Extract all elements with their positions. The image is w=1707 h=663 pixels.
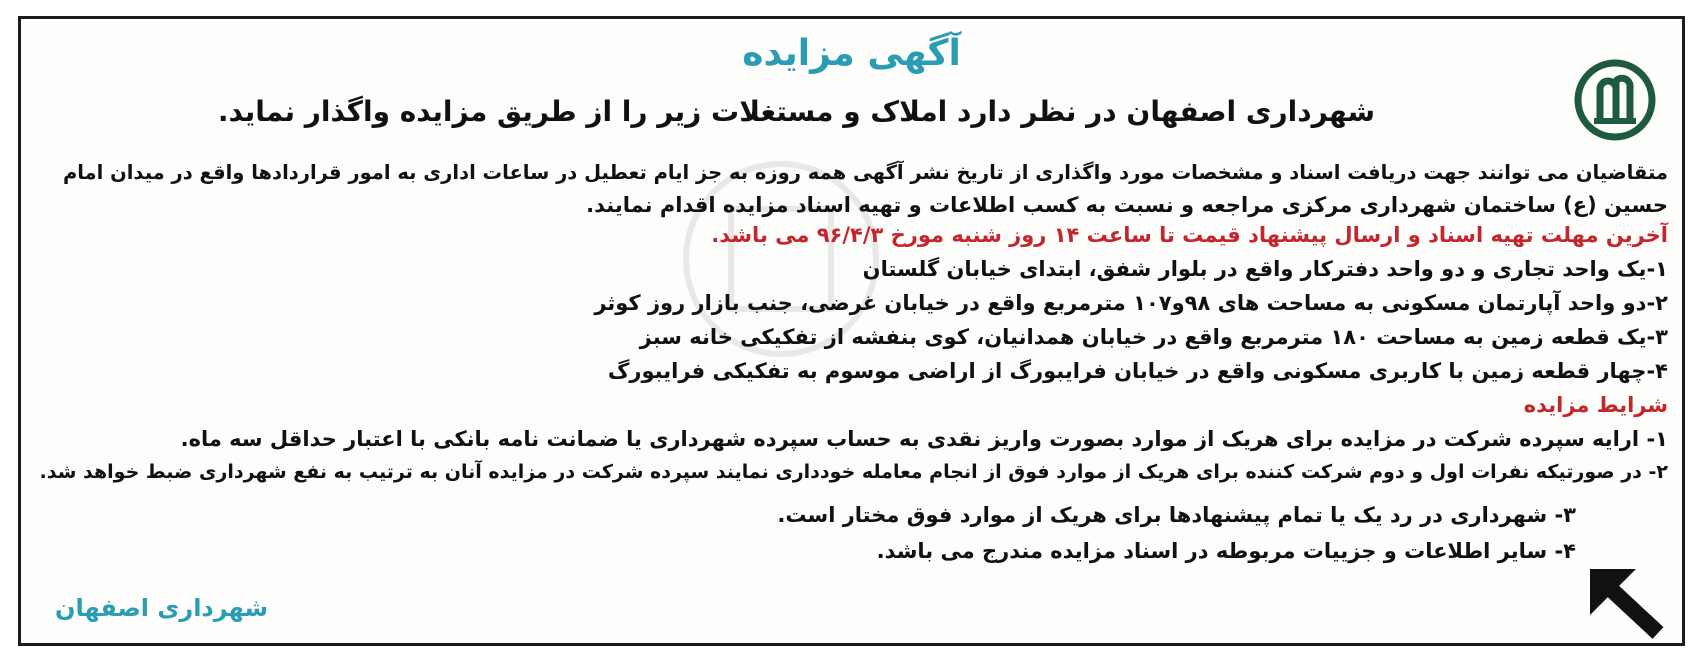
auction-notice — [18, 16, 1685, 646]
condition-item: ۱- ارایه سپرده شرکت در مزایده برای هریک از موارد بصورت واریز نقدی به حساب سپرده شهرداری یا ضمانت نامه بانکی با اعتبار حداقل سه ماه. — [180, 427, 1668, 451]
list-item: ۳-یک قطعه زمین به مساحت ۱۸۰ مترمربع واقع در خیابان همدانیان، کوی بنفشه از تفکیکی خانه سبز — [639, 325, 1668, 349]
intro-line-2: حسین (ع) ساختمان شهرداری مرکزی مراجعه و نسبت به کسب اطلاعات و تهیه اسناد مزایده اقدام نمایند. — [586, 193, 1668, 217]
list-item: ۱-یک واحد تجاری و دو واحد دفترکار واقع در بلوار شفق، ابتدای خیابان گلستان — [862, 257, 1668, 281]
condition-item: ۴- سایر اطلاعات و جزییات مربوطه در اسناد مزایده مندرج می باشد. — [876, 539, 1576, 563]
corner-arrow-icon — [1580, 559, 1668, 639]
list-item: ۴-چهار قطعه زمین با کاربری مسکونی واقع در خیابان فرایبورگ از اراضی موسوم به تفکیکی فرایبورگ — [607, 359, 1668, 383]
condition-item: ۲- در صورتیکه نفرات اول و دوم شرکت کننده برای هریک از موارد فوق از انجام معامله خودداری نمایند سپرده شرکت در مزایده آنان به ترتیب به نفع شهرداری ضبط خواهد شد. — [39, 461, 1668, 483]
deadline-line: آخرین مهلت تهیه اسناد و ارسال پیشنهاد قیمت تا ساعت ۱۴ روز شنبه مورخ ۹۶/۴/۳ می باشد. — [711, 223, 1668, 247]
notice-title: آگهی مزایده — [742, 33, 961, 74]
notice-subtitle: شهرداری اصفهان در نظر دارد املاک و مستغلات زیر را از طریق مزایده واگذار نماید. — [217, 95, 1376, 128]
intro-line-1: متقاضیان می توانند جهت دریافت اسناد و مشخصات مورد واگذاری از تاریخ نشر آگهی همه روزه به جز ایام تعطیل در ساعات اداری به امور قراردادها واقع در میدان امام — [62, 161, 1668, 184]
list-item: ۲-دو واحد آپارتمان مسکونی به مساحت های ۹۸و۱۰۷ مترمربع واقع در خیابان غرضی، جنب بازار روز کوثر — [594, 291, 1668, 315]
condition-item: ۳- شهرداری در رد یک یا تمام پیشنهادها برای هریک از موارد فوق مختار است. — [777, 503, 1576, 527]
conditions-heading: شرایط مزایده — [1523, 393, 1668, 417]
signature-isfahan-municipality: شهرداری اصفهان — [55, 594, 269, 622]
